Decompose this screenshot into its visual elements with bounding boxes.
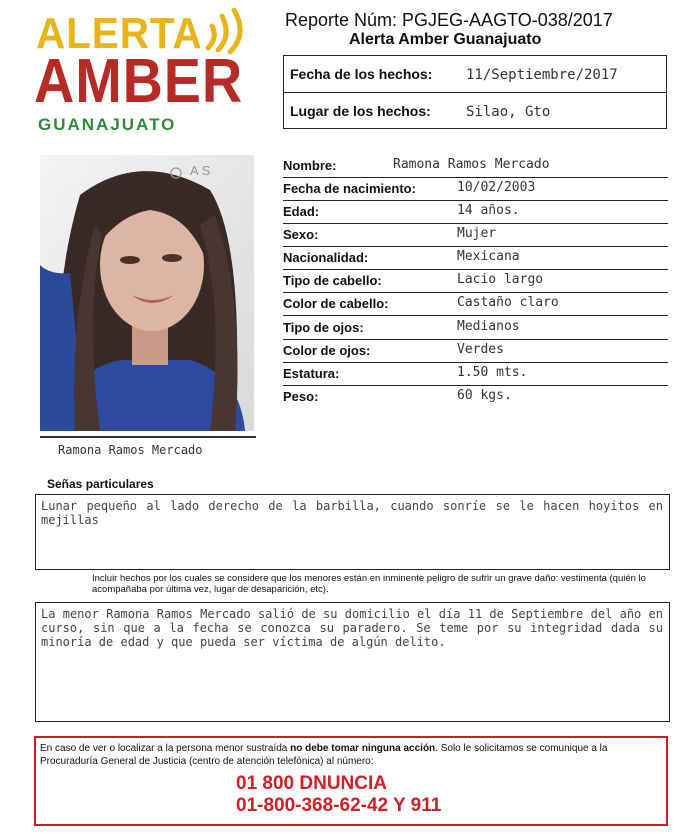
- field-edad: [283, 201, 668, 224]
- facts-row-place: [284, 92, 666, 129]
- facts-date-label: Fecha de los hechos:: [290, 66, 433, 82]
- alerta-amber-logo: [34, 8, 254, 133]
- field-peso: [283, 386, 668, 408]
- field-value: Medianos: [457, 319, 520, 334]
- field-label: Estatura:: [283, 366, 340, 381]
- field-label: Peso:: [283, 389, 319, 404]
- facts-place-value: Silao, Gto: [466, 104, 551, 120]
- facts-date-value: 11/Septiembre/2017: [466, 67, 618, 83]
- senas-particulares-box: [35, 494, 670, 570]
- field-tipo-cabello: [283, 270, 668, 293]
- field-value: Lacio largo: [457, 272, 544, 287]
- senas-particulares-text: Lunar pequeño al lado derecho de la barbilla, cuando sonríe se le hacen hoyitos en mejillas: [41, 499, 663, 527]
- facts-row-date: [284, 56, 666, 92]
- field-value: 1.50 mts.: [457, 365, 528, 380]
- field-tipo-ojos: [283, 317, 668, 340]
- portrait-image: [40, 155, 254, 431]
- field-label: Color de ojos:: [283, 343, 371, 358]
- field-value: 10/02/2003: [457, 180, 536, 195]
- incident-description-text: La menor Ramona Ramos Mercado salió de su domicilio el día 11 de Septiembre del año en curso, sin que a la fecha se conozca su paradero. Se teme por su integridad dada su minoría de edad y que pueda ser víctima de algún delito.: [41, 607, 663, 649]
- phone-number-main[interactable]: 01-800-368-62-42 Y 911: [236, 795, 442, 816]
- field-label: Edad:: [283, 204, 320, 219]
- field-color-cabello: [283, 293, 668, 316]
- logo-guanajuato-text: GUANAJUATO: [38, 115, 177, 134]
- field-label: Nombre:: [283, 158, 337, 173]
- report-number: Reporte Núm: PGJEG-AAGTO-038/2017: [285, 10, 613, 30]
- missing-person-photo: [40, 155, 254, 431]
- field-label: Tipo de ojos:: [283, 320, 364, 335]
- contact-text-after: . Solo le solicitamos se comunique a la Procuraduría General de Justicia (centro de atención telefónica) al número:: [40, 743, 608, 767]
- field-label: Nacionalidad:: [283, 250, 369, 265]
- field-label: Sexo:: [283, 227, 319, 242]
- report-title: Alerta Amber Guanajuato: [349, 31, 542, 48]
- facts-place-label: Lugar de los hechos:: [290, 103, 431, 119]
- incident-description-box: [35, 602, 670, 722]
- field-value: Verdes: [457, 342, 504, 357]
- logo-alerta-text: ALERTA: [36, 9, 203, 58]
- photo-watermark: A S: [190, 163, 211, 178]
- field-color-ojos: [283, 340, 668, 363]
- photo-divider: [40, 436, 256, 438]
- siren-waves-icon: [204, 8, 254, 58]
- logo-amber-text: AMBER: [34, 47, 244, 116]
- photo-caption: Ramona Ramos Mercado: [58, 443, 203, 457]
- field-value: 14 años.: [457, 203, 520, 218]
- field-nombre: [283, 155, 668, 178]
- field-sexo: [283, 224, 668, 247]
- field-value: Ramona Ramos Mercado: [393, 157, 550, 172]
- field-value: Castaño claro: [457, 295, 559, 310]
- field-label: Tipo de cabello:: [283, 273, 382, 288]
- contact-text-before: En caso de ver o localizar a la persona menor sustraída: [40, 743, 291, 754]
- field-label: Fecha de nacimiento:: [283, 181, 416, 196]
- field-nacionalidad: [283, 247, 668, 270]
- field-value: Mexicana: [457, 249, 520, 264]
- incident-instructions: Incluir hechos por los cuales se considere que los menores están en inminente peligro de sufrir un grave daño: vestimenta (quién lo acompañaba por última vez, lugar de desaparición, etc).: [92, 573, 646, 595]
- contact-instructions: [40, 742, 662, 768]
- phone-number-dnuncia[interactable]: 01 800 DNUNCIA: [236, 773, 387, 794]
- contact-text-bold: no debe tomar ninguna acción: [290, 743, 436, 754]
- field-fecha-nacimiento: [283, 178, 668, 201]
- facts-table: [283, 55, 667, 129]
- contact-alert-box: [34, 736, 668, 826]
- field-label: Color de cabello:: [283, 296, 389, 311]
- field-value: Mujer: [457, 226, 497, 241]
- senas-particulares-label: Señas particulares: [47, 477, 154, 491]
- field-value: 60 kgs.: [457, 388, 512, 403]
- field-estatura: [283, 363, 668, 386]
